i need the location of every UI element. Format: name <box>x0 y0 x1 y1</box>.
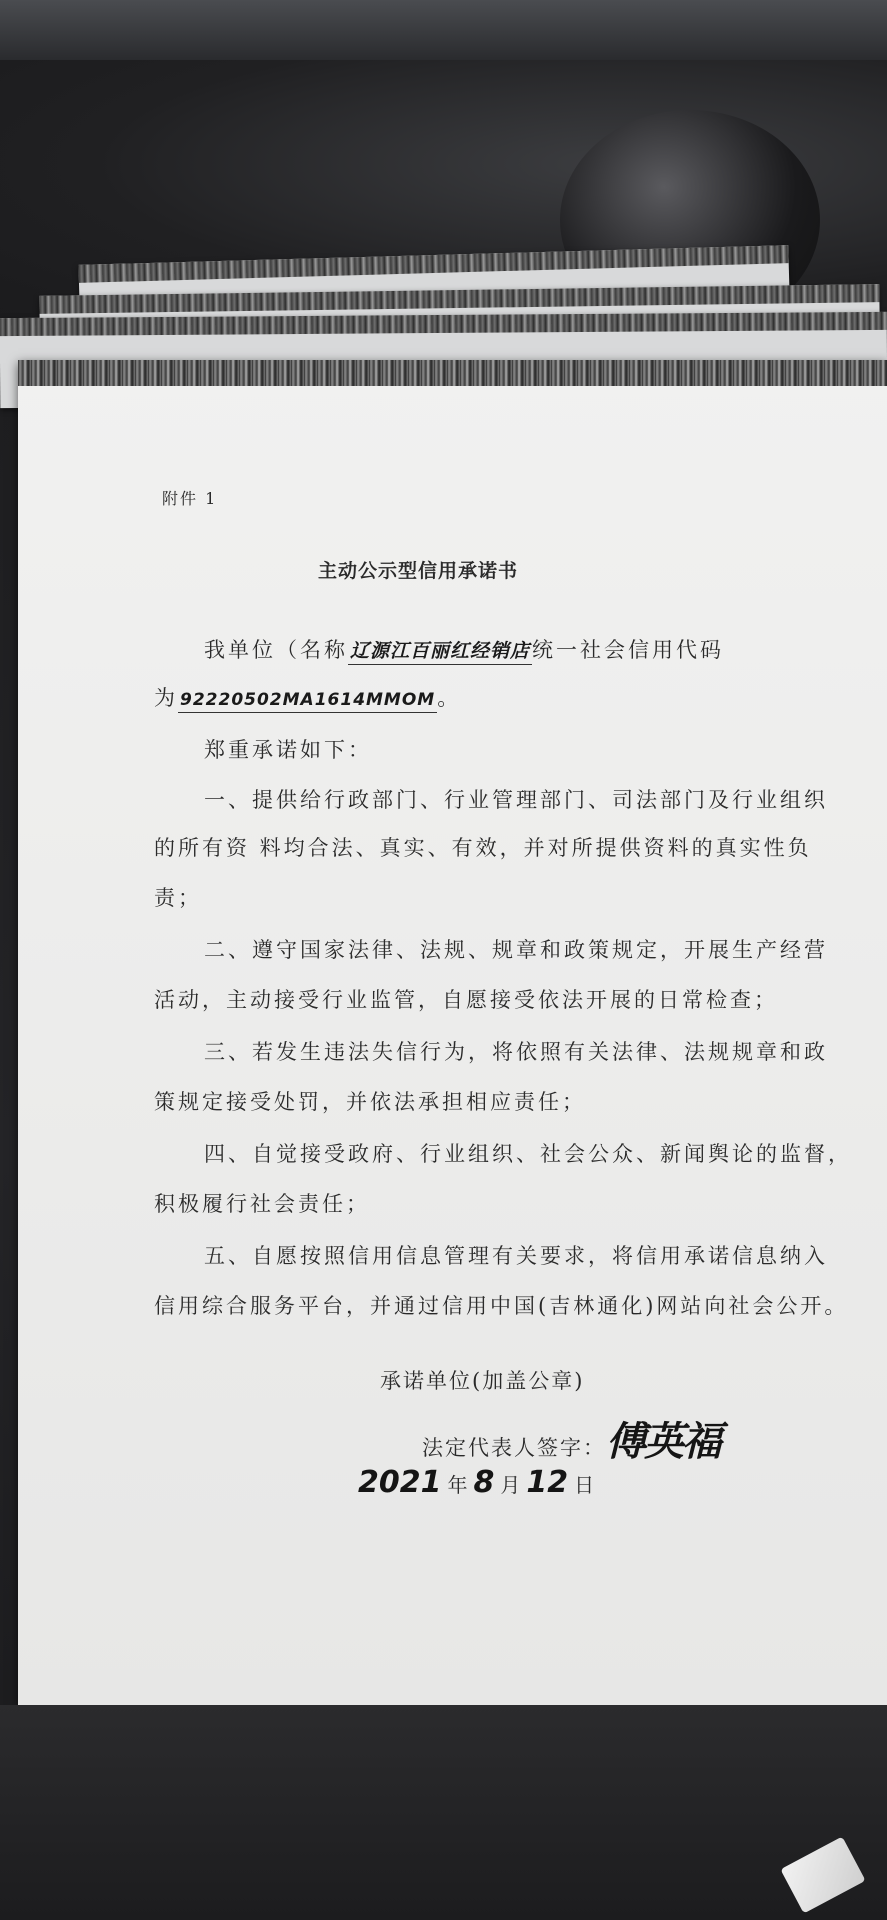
item-5-line-1: 五、自愿按照信用信息管理有关要求，将信用承诺信息纳入 <box>204 1244 828 1268</box>
item-1-line-3: 责； <box>154 886 202 910</box>
intro-prefix: 我单位（名称 <box>204 638 348 662</box>
date-day-label: 日 <box>574 1473 595 1497</box>
credit-code-handwritten: 92220502MA1614MMOM <box>178 690 437 713</box>
legal-rep-row <box>422 1410 720 1467</box>
bottom-desk <box>0 1705 887 1920</box>
date-year-label: 年 <box>447 1473 468 1497</box>
copy-band <box>18 360 887 386</box>
code-line <box>154 688 461 709</box>
signature-handwritten: 傅英福 <box>606 1419 720 1465</box>
date-row <box>358 1465 600 1500</box>
committing-unit-label: 承诺单位(加盖公章) <box>380 1369 585 1393</box>
code-prefix: 为 <box>154 686 178 710</box>
code-suffix: 。 <box>437 686 462 710</box>
item-4-line-2: 积极履行社会责任； <box>154 1192 370 1216</box>
item-2-line-2: 活动，主动接受行业监管，自愿接受依法开展的日常检查； <box>154 988 778 1012</box>
intro-suffix: 统一社会信用代码 <box>532 638 725 662</box>
item-5-line-2: 信用综合服务平台，并通过信用中国(吉林通化)网站向社会公开。 <box>154 1294 849 1318</box>
item-1-line-1: 一、提供给行政部门、行业管理部门、司法部门及行业组织 <box>204 788 828 812</box>
item-2-line-1: 二、遵守国家法律、法规、规章和政策规定，开展生产经营 <box>204 938 828 962</box>
date-year: 2021 <box>358 1465 442 1500</box>
date-month-label: 月 <box>500 1473 521 1497</box>
attachment-label: 附件 1 <box>162 489 218 508</box>
item-4-line-1: 四、自觉接受政府、行业组织、社会公众、新闻舆论的监督， <box>204 1142 852 1166</box>
company-name-handwritten: 辽源江百丽红经销店 <box>348 640 532 665</box>
date-month: 8 <box>473 1465 495 1500</box>
monitor-edge <box>0 0 887 60</box>
item-3-line-2: 策规定接受处罚，并依法承担相应责任； <box>154 1090 586 1114</box>
document-title: 主动公示型信用承诺书 <box>318 560 519 582</box>
item-1-line-2: 的所有资 料均合法、真实、有效，并对所提供资料的真实性负 <box>154 836 812 860</box>
intro-line <box>204 640 724 661</box>
document-page <box>18 360 887 1705</box>
item-3-line-1: 三、若发生违法失信行为，将依照有关法律、法规规章和政 <box>204 1040 828 1064</box>
legal-rep-label: 法定代表人签字： <box>422 1436 606 1460</box>
date-day: 12 <box>526 1465 569 1500</box>
pledge-heading: 郑重承诺如下： <box>204 738 372 762</box>
